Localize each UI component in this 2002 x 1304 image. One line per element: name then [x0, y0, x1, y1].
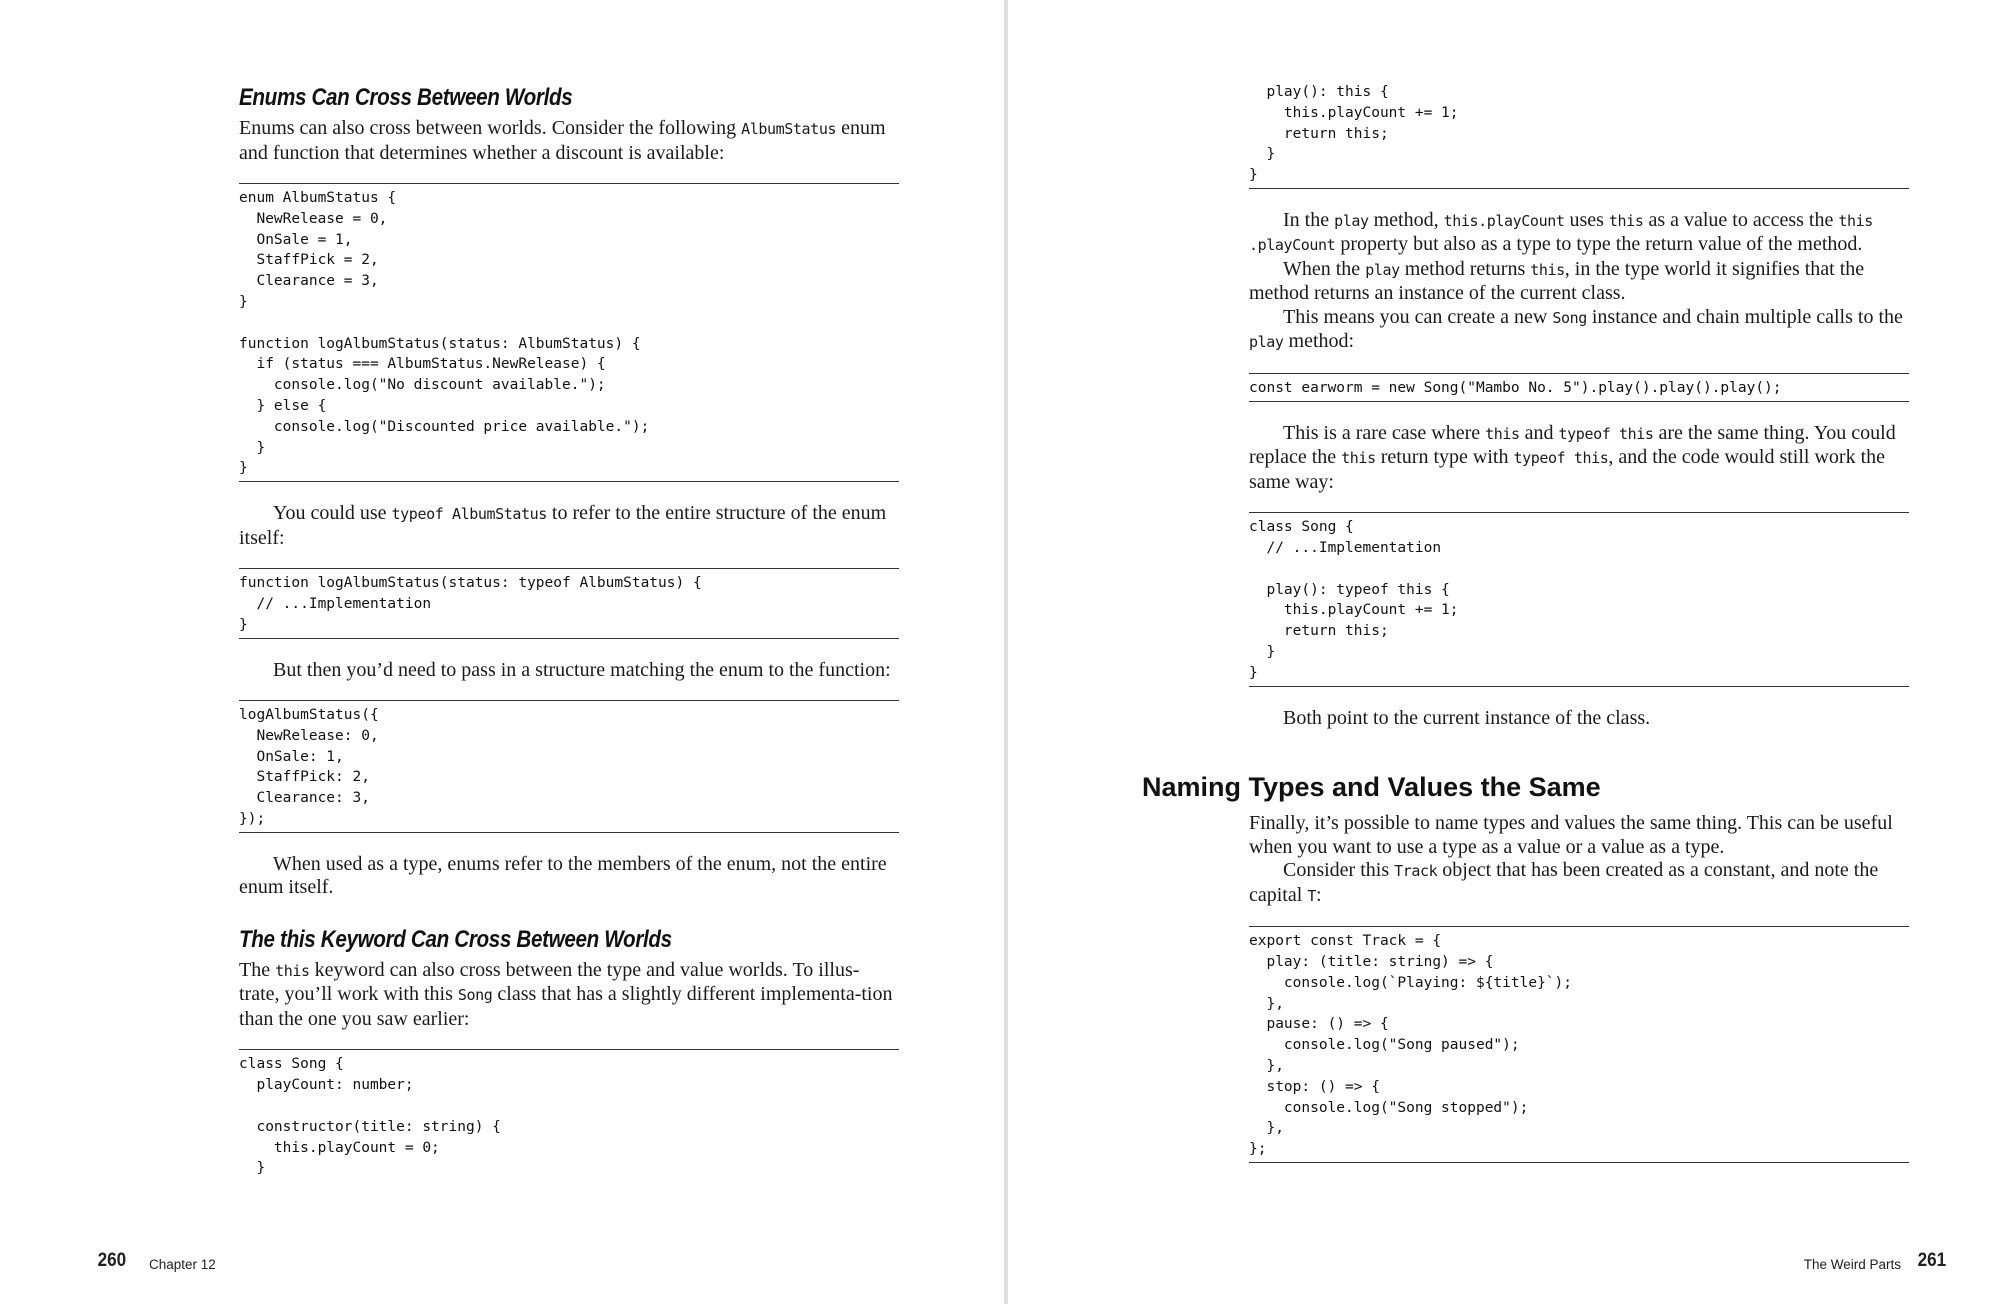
- body-paragraph: You could use typeof AlbumStatus to refer to the entire structure of the enum itself:: [239, 502, 887, 549]
- code-line: [239, 1096, 899, 1117]
- inline-code: typeof this: [1513, 449, 1609, 468]
- code-line: logAlbumStatus({: [239, 707, 379, 724]
- code-line: }: [239, 460, 248, 477]
- code-line: });: [239, 811, 266, 828]
- code-line: }: [1249, 146, 1276, 163]
- code-line: console.log("Song stopped");: [1249, 1099, 1529, 1116]
- inline-code: T: [1307, 886, 1316, 905]
- code-line: class Song {: [239, 1056, 344, 1073]
- body-paragraph: The this keyword can also cross between the type and value worlds. To illus-trate, you’ll work with this Song class that has a slightly different implementa-tion than the one you saw earlier:: [239, 958, 893, 1030]
- inline-code: this: [1341, 449, 1376, 468]
- code-line: };: [1249, 1141, 1267, 1158]
- code-line: }: [1249, 664, 1258, 681]
- code-line: constructor(title: string) {: [239, 1118, 501, 1135]
- inline-code: play: [1334, 211, 1369, 230]
- code-line: console.log("No discount available.");: [239, 377, 606, 394]
- body-paragraph: Enums can also cross between worlds. Consider the following AlbumStatus enum and function that determines whether a discount is available:: [239, 117, 886, 164]
- inline-code: Song: [457, 986, 493, 1005]
- code-line: OnSale: 1,: [239, 748, 344, 765]
- code-line: },: [1249, 995, 1284, 1012]
- code-line: this.playCount = 0;: [239, 1139, 440, 1156]
- inline-code: play: [1365, 260, 1400, 279]
- code-line: Clearance: 3,: [239, 790, 370, 807]
- code-block: [1249, 373, 1909, 402]
- code-block: [1249, 82, 1909, 189]
- body-paragraph: This means you can create a new Song instance and chain multiple calls to the play method:: [1249, 305, 1903, 353]
- code-line: StaffPick = 2,: [239, 252, 379, 269]
- code-block: [239, 700, 899, 833]
- inline-code: this: [275, 961, 310, 980]
- left-running-head: Chapter 12: [149, 1257, 216, 1272]
- code-line: if (status === AlbumStatus.NewRelease) {: [239, 356, 606, 373]
- code-line: play(): this {: [1249, 84, 1389, 100]
- code-line: // ...Implementation: [1249, 540, 1442, 557]
- code-line: export const Track = {: [1249, 933, 1442, 950]
- code-line: return this;: [1249, 623, 1389, 640]
- body-paragraph: When the play method returns this, in the type world it signifies that the method returns an instance of the current class.: [1249, 257, 1865, 305]
- code-line: },: [1249, 1120, 1284, 1137]
- body-paragraph: In the play method, this.playCount uses this as a value to access the this .playCount property but also as a type to type the return value of the method.: [1249, 208, 1873, 256]
- right-running-head: The Weird Parts: [1803, 1257, 1901, 1272]
- left-page-number: 260: [97, 1250, 127, 1271]
- code-line: this.playCount += 1;: [1249, 104, 1459, 121]
- code-line: StaffPick: 2,: [239, 769, 370, 786]
- code-line: class Song {: [1249, 519, 1354, 536]
- subsection-heading: Enums Can Cross Between Worlds: [239, 84, 573, 111]
- code-line: NewRelease: 0,: [239, 727, 379, 744]
- code-line: }: [1249, 167, 1258, 184]
- right-page-content: [1142, 82, 1909, 1163]
- inline-code: this: [1530, 260, 1565, 279]
- code-line: console.log(`Playing: ${title}`);: [1249, 974, 1573, 991]
- inline-code: typeof AlbumStatus: [391, 505, 547, 524]
- code-line: }: [239, 293, 248, 310]
- code-block: [239, 568, 899, 638]
- code-line: play(): typeof this {: [1249, 581, 1450, 598]
- body-paragraph: Finally, it’s possible to name types and values the same thing. This can be useful when you want to use a type as a value or a value as a type.: [1249, 812, 1893, 858]
- code-line: enum AlbumStatus {: [239, 190, 397, 206]
- code-line: [1249, 559, 1909, 580]
- code-line: console.log("Song paused");: [1249, 1037, 1520, 1054]
- code-line: function logAlbumStatus(status: AlbumStatus) {: [239, 335, 641, 352]
- inline-code: this.playCount: [1443, 211, 1565, 230]
- body-paragraph: But then you’d need to pass in a structure matching the enum to the function:: [273, 658, 891, 681]
- code-block: [1249, 926, 1909, 1163]
- code-line: Clearance = 3,: [239, 273, 379, 290]
- code-line: OnSale = 1,: [239, 231, 353, 248]
- inline-code: Track: [1394, 862, 1438, 881]
- code-line: [239, 313, 899, 334]
- code-line: pause: () => {: [1249, 1016, 1389, 1033]
- inline-code: play: [1249, 333, 1284, 352]
- body-paragraph: Both point to the current instance of the class.: [1283, 706, 1651, 729]
- code-line: }: [1249, 644, 1276, 661]
- code-block: [239, 183, 899, 482]
- code-line: },: [1249, 1057, 1284, 1074]
- inline-code: this: [1485, 424, 1520, 443]
- code-block: [1249, 512, 1909, 686]
- code-line: }: [239, 1160, 266, 1177]
- inline-code: this: [1608, 211, 1644, 230]
- body-paragraph: Consider this Track object that has been created as a constant, and note the capital T:: [1249, 859, 1879, 906]
- code-line: const earworm = new Song("Mambo No. 5").play().play().play();: [1249, 379, 1782, 396]
- code-line: } else {: [239, 397, 327, 414]
- left-page-content: [239, 82, 899, 1181]
- right-page-number: 261: [1917, 1250, 1947, 1271]
- inline-code: this .playCount: [1249, 211, 1873, 255]
- code-block: [239, 1049, 899, 1181]
- code-line: }: [239, 616, 248, 633]
- section-heading: Naming Types and Values the Same: [1142, 772, 1601, 803]
- code-line: console.log("Discounted price available.");: [239, 418, 650, 435]
- inline-code: Song: [1552, 308, 1587, 327]
- subsection-heading: The this Keyword Can Cross Between Worlds: [239, 925, 672, 953]
- body-paragraph: When used as a type, enums refer to the members of the enum, not the entire enum itself.: [239, 852, 887, 899]
- inline-code: typeof this: [1558, 424, 1654, 443]
- code-line: function logAlbumStatus(status: typeof AlbumStatus) {: [239, 575, 702, 592]
- code-line: NewRelease = 0,: [239, 210, 388, 227]
- code-line: // ...Implementation: [239, 595, 432, 612]
- code-line: play: (title: string) => {: [1249, 953, 1494, 970]
- inline-code: AlbumStatus: [741, 120, 837, 138]
- right-page: [1008, 0, 2002, 1304]
- code-line: this.playCount += 1;: [1249, 602, 1459, 619]
- code-line: playCount: number;: [239, 1077, 414, 1094]
- body-paragraph: This is a rare case where this and typeof this are the same thing. You could replace the this return type with typeof this, and the code would still work the same way:: [1249, 421, 1896, 493]
- code-line: stop: () => {: [1249, 1078, 1380, 1095]
- code-line: return this;: [1249, 125, 1389, 142]
- code-line: }: [239, 439, 266, 456]
